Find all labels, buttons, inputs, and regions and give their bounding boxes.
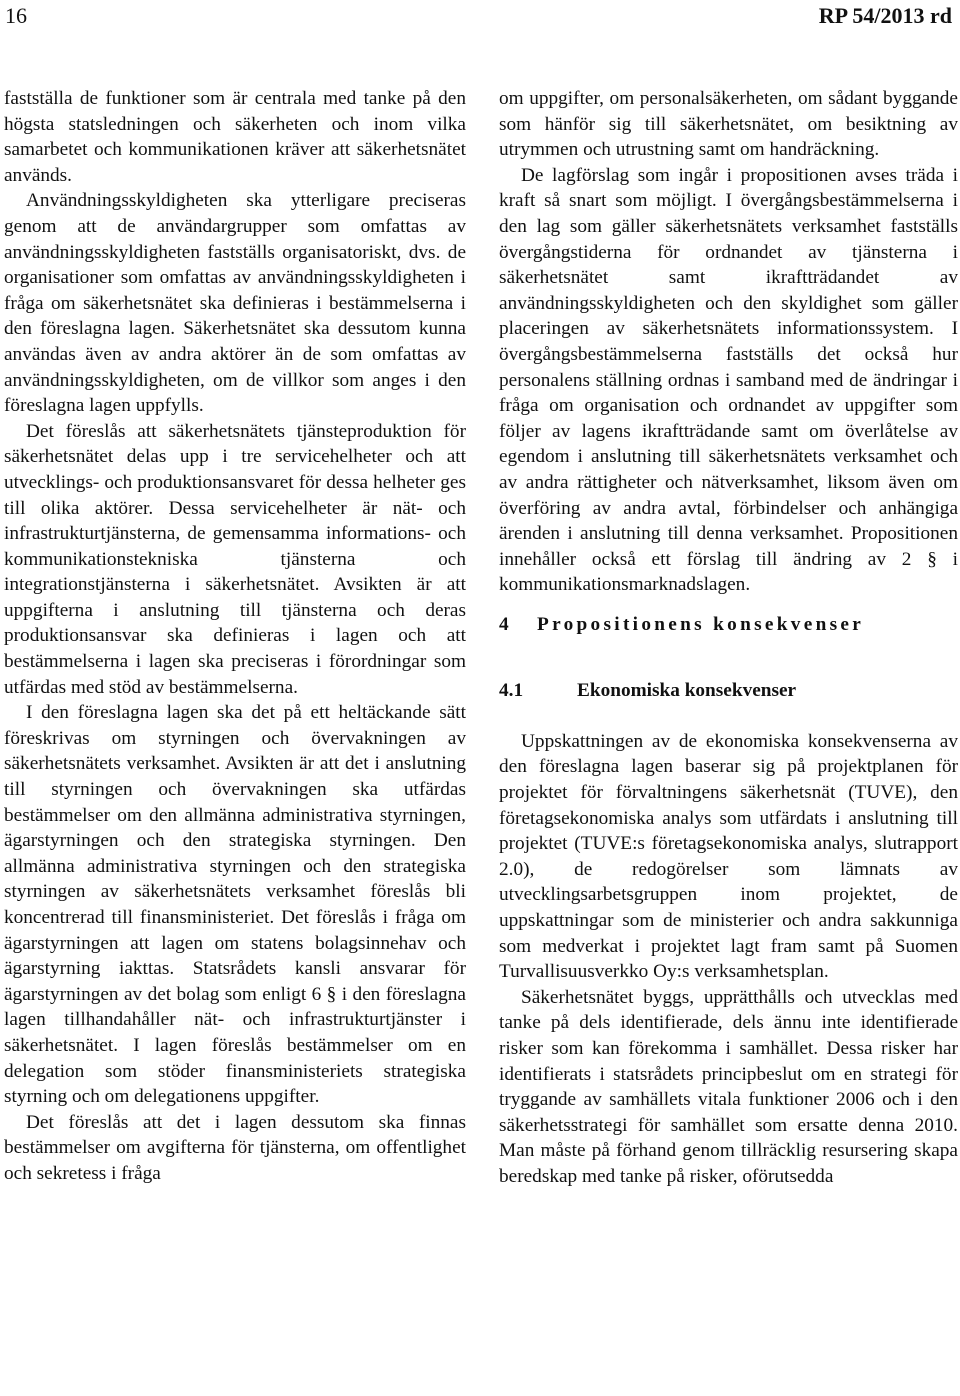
subsection-title: Ekonomiska konsekvenser <box>577 679 797 701</box>
left-column <box>4 86 466 1187</box>
section-number: 4 <box>499 613 509 635</box>
body-paragraph: De lagförslag som ingår i propositionen avses träda i kraft så snart som möjligt. I övergångsbestämmelserna i den lag som gäller säkerhetsnätets verksamhet fastställs övergångstiderna för ordnandet av tjänsterna i säkerhetsnätet samt ikraftträdandet av användningsskyldigheten och den skyldighet som gäller placeringen av säkerhetsnätets informationssystem. I övergångsbestämmelserna fastställs det också hur personalens ställning ordnas i samband med de ändringar i fråga om organisation och ordnandet av uppgifter som följer av lagens ikraftträdande samt om överlåtelse av egendom i anslutning till säkerhetsnätets verksamhet och av andra rättigheter och nätverksamhet, liksom även om överföring av andra avtal, förbindelser och anhängiga ärenden i anslutning till denna verksamhet. Propositionen innehåller också ett förslag till ändring av 2 § i kommunikationsmarknadslagen. <box>499 164 958 596</box>
page-header <box>0 0 960 36</box>
body-paragraph: I den föreslagna lagen ska det på ett heltäckande sätt föreskrivas om styrningen och övervakningen av säkerhetsnätets verksamhet. Avsikten är att det i anslutning till styrningen och övervakningen ska utfärdas bestämmelser om den allmänna administrativa styrningen, ägarstyrningen och den strategiska styrningen. Den allmänna administrativa styrningen och den strategiska styrningen av säkerhetsnätets verksamhet föreslås bli koncentrerad till finansministeriet. Det föreslås i fråga om ägarstyrningen att lagen om statens bolagsinnehav och ägarstyrning iakttas. Statsrådets kansli ansvarar för ägarstyrningen av det bolag som enligt 6 § i den föreslagna lagen tillhandahåller nät- och infrastrukturtjänster i säkerhetsnätet. I lagen föreslås bestämmelser om en delegation som stöder finansministeriets strategiska styrning och om delegationens uppgifter. <box>4 702 466 1108</box>
section-heading <box>499 598 958 678</box>
body-paragraph: Användningsskyldigheten ska ytterligare preciseras genom att de användargrupper som omfattas av användningsskyldigheten fastställs organisatoriskt, dvs. de organisationer som omfattas av användningsskyldigheten i fråga om säkerhetsnätet ska definieras i bestämmelserna i den föreslagna lagen. Säkerhetsnätet ska dessutom kunna användas även av andra aktörer än de som omfattas av användningsskyldigheten, om de villkor som anges i den föreslagna lagen uppfylls. <box>4 190 466 417</box>
right-column <box>499 86 958 1190</box>
body-paragraph: Uppskattningen av de ekonomiska konsekvenserna av den föreslagna lagen baserar sig på projektplanen för projektet för förvaltningens säkerhetsnät (TUVE), den företagsekonomiska analys som utfärdats i anslutning till projektet (TUVE:s företagsekonomiska analys, slutrapport 2.0), de redogörelser som lämnats av utvecklingsarbetsgruppen inom projektet, de uppskattningar som de ministerier och andra sakkunniga som medverkat i projektet lagt fram samt på Suomen Turvallisuusverkko Oy:s verksamhetsplan. <box>499 730 958 983</box>
body-paragraph: Säkerhetsnätet byggs, upprätthålls och utvecklas med tanke på dels identifierade, dels ännu inte identifierade risker som kan förekomma i samhället. Dessa risker har identifierats i statsrådets principbeslut om en strategi för tryggande av samhällets vitala funktioner 2006 och i den säkerhetsstrategi för samhället som ersatte denna 2010. Man måste på förhand genom tillräcklig resursering skapa beredskap med tanke på risker, oförutsedda <box>499 986 958 1187</box>
subsection-heading <box>499 678 958 729</box>
body-paragraph: fastställa de funktioner som är centrala med tanke på den högsta statsledningen och säkerheten och inom vilka samarbetet och kommunikationen kräver att säkerhetsnätet används. <box>4 88 466 186</box>
section-title: Propositionens konsekvenser <box>537 613 865 635</box>
body-paragraph: Det föreslås att det i lagen dessutom ska finnas bestämmelser om avgifterna för tjänsterna, om offentlighet och sekretess i fråga <box>4 1111 466 1184</box>
document-id: RP 54/2013 rd <box>818 3 952 28</box>
body-paragraph: Det föreslås att säkerhetsnätets tjänsteproduktion för säkerhetsnätet delas upp i tre servicehelheter och att utvecklings- och produktionsansvaret för dessa helheter ges till olika aktörer. Dessa servicehelheter är nät- och infrastrukturtjänsterna, de gemensamma informations- och kommunikationstekniska tjänsterna och integrationstjänsterna i säkerhetsnätet. Avsikten är att uppgifterna i anslutning till tjänsterna och deras produktionsansvar ska definieras i lagen och att bestämmelserna i lagen ska preciseras i förordningar som utfärdas med stöd av bestämmelserna. <box>4 420 466 698</box>
body-paragraph: om uppgifter, om personalsäkerheten, om sådant byggande som hänför sig till säkerhetsnätet, om besiktning av utrymmen och utrustning samt om handräckning. <box>499 88 958 161</box>
page-number: 16 <box>5 3 27 28</box>
subsection-number: 4.1 <box>499 679 524 701</box>
